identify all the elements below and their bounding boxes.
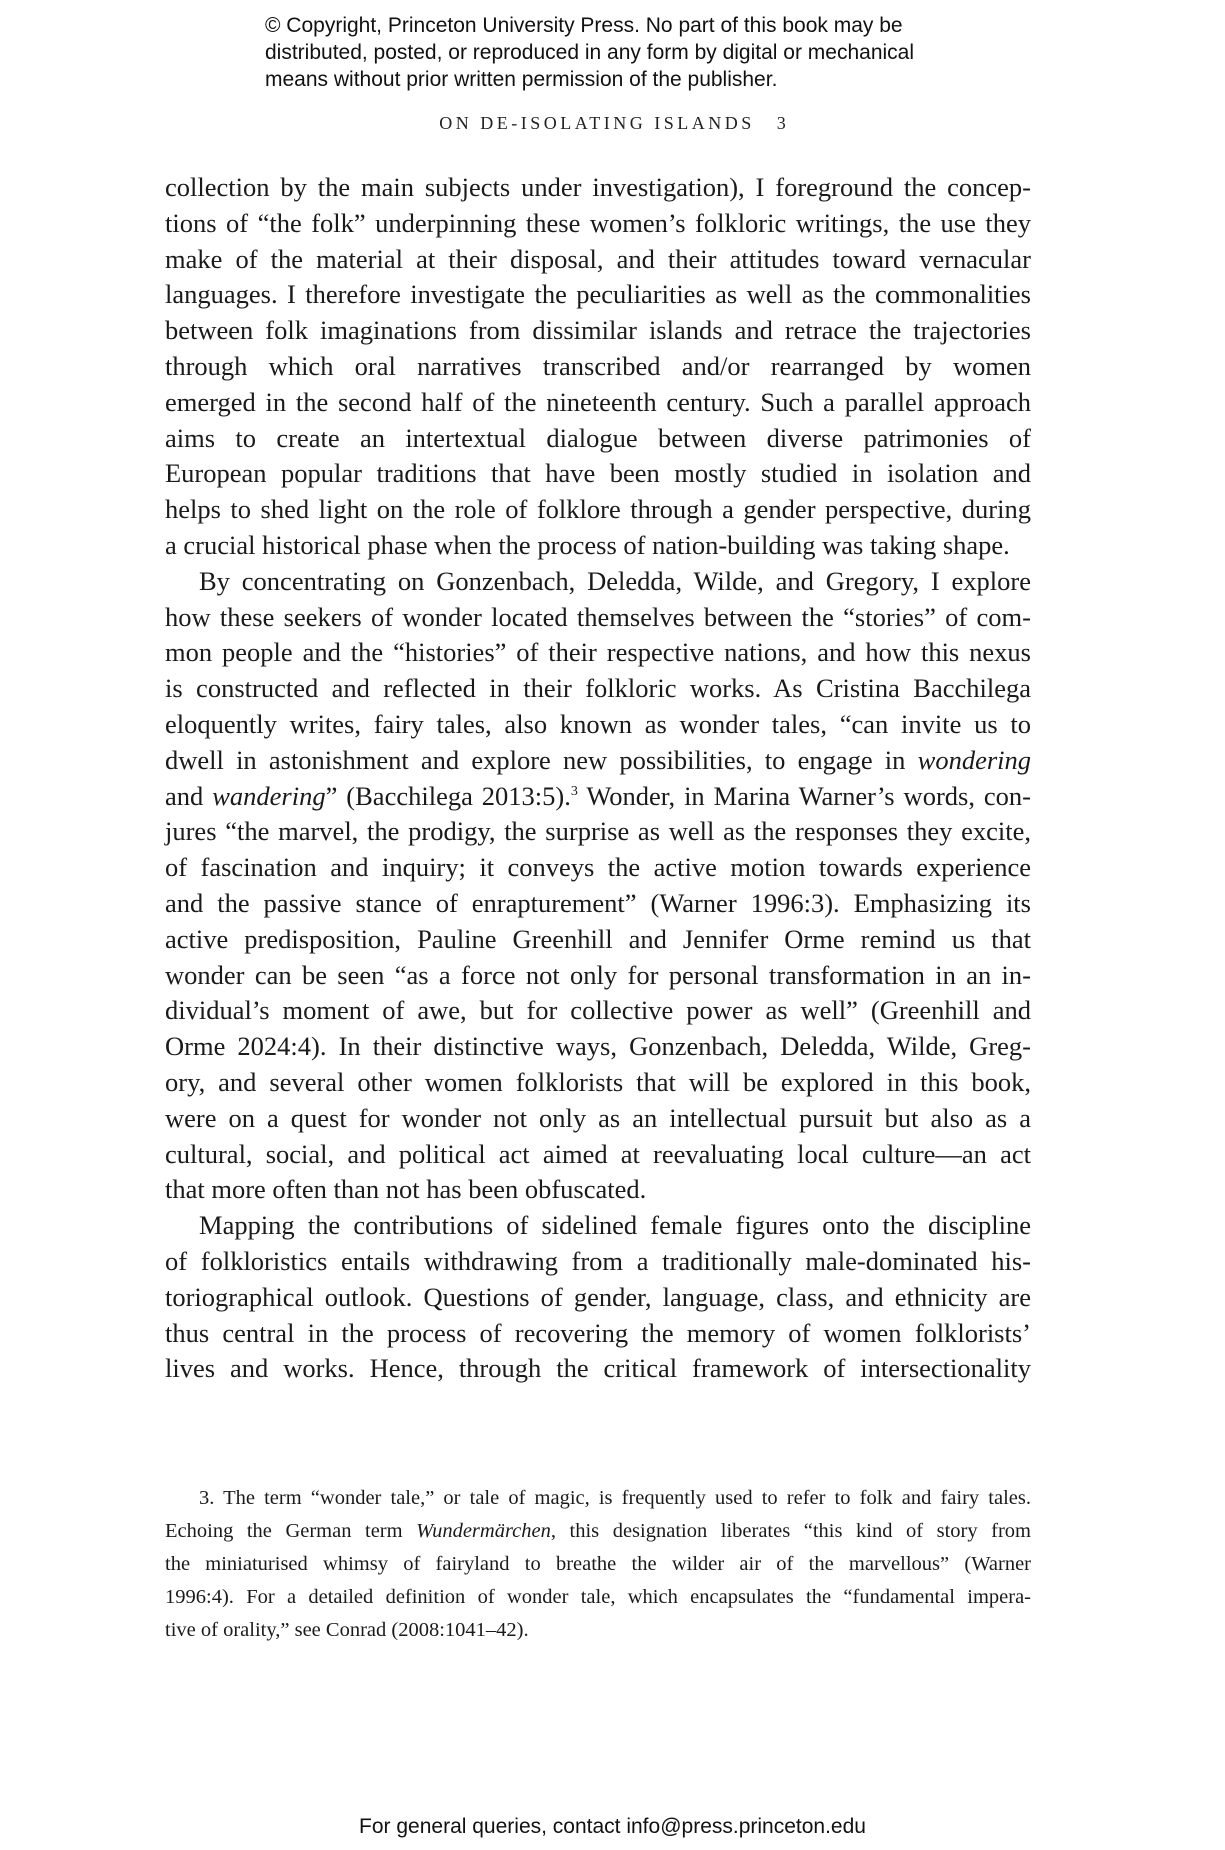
text-line: were on a quest for wonder not only as an intellectual pursuit but also as a	[165, 1102, 1031, 1133]
text-line: Orme 2024:4). In their distinctive ways, Gonzenbach, Deledda, Wilde, Greg-	[165, 1031, 1031, 1062]
paragraph-3	[165, 1208, 1031, 1387]
text-segment: Echoing the German term	[165, 1520, 417, 1542]
text-line: dividual’s moment of awe, but for collective power as well” (Greenhill and	[165, 995, 1031, 1026]
text-line: a crucial historical phase when the process of nation-building was taking shape.	[165, 529, 1010, 560]
text-line: thus central in the process of recovering the memory of women folklorists’	[165, 1317, 1031, 1348]
footnote-line: 3. The term “wonder tale,” or tale of magic, is frequently used to refer to folk and fairy tales.	[199, 1487, 1031, 1509]
text-line: make of the material at their disposal, and their attitudes toward vernacular	[165, 243, 1031, 274]
text-line: ory, and several other women folklorists that will be explored in this book,	[165, 1066, 1031, 1097]
footnote-line: 1996:4). For a detailed definition of wonder tale, which encapsulates the “fundamental impera-	[165, 1586, 1031, 1608]
footnote-line-with-italic	[165, 1515, 1031, 1548]
text-line: languages. I therefore investigate the peculiarities as well as the commonalities	[165, 279, 1031, 310]
text-line: toriographical outlook. Questions of gender, language, class, and ethnicity are	[165, 1281, 1031, 1312]
text-line: mon people and the “histories” of their respective nations, and how this nexus	[165, 637, 1031, 668]
text-line: collection by the main subjects under investigation), I foreground the concep-	[165, 172, 1031, 202]
text-line: tions of “the folk” underpinning these women’s folkloric writings, the use they	[165, 207, 1031, 238]
footnote-reference: 3	[570, 783, 578, 799]
text-line: Mapping the contributions of sidelined female figures onto the discipline	[199, 1210, 1031, 1241]
text-line-with-note	[165, 779, 1031, 815]
copyright-line-3: means without prior written permission of the publisher.	[265, 68, 778, 91]
text-line: of fascination and inquiry; it conveys the active motion towards experience	[165, 852, 1031, 883]
text-line: helps to shed light on the role of folklore through a gender perspective, during	[165, 494, 1031, 525]
text-line: eloquently writes, fairy tales, also known as wonder tales, “can invite us to	[165, 708, 1031, 739]
text-line: and the passive stance of enrapturement” (Warner 1996:3). Emphasizing its	[165, 887, 1031, 918]
text-line: through which oral narratives transcribed and/or rearranged by women	[165, 350, 1031, 381]
text-segment: , this designation liberates “this kind of story from	[550, 1520, 1031, 1542]
copyright-notice	[265, 12, 1025, 93]
text-line: cultural, social, and political act aimed at reevaluating local culture—an act	[165, 1138, 1031, 1169]
footnote-line: the miniaturised whimsy of fairyland to breathe the wilder air of the marvellous” (Warner	[165, 1553, 1031, 1575]
text-line: of folkloristics entails withdrawing from a traditionally male-dominated his-	[165, 1245, 1031, 1276]
running-head	[0, 113, 1225, 134]
copyright-line-1: © Copyright, Princeton University Press. No part of this book may be	[265, 14, 903, 37]
text-line: between folk imaginations from dissimilar islands and retrace the trajectories	[165, 315, 1031, 346]
italic-term: wandering	[212, 780, 326, 811]
text-line-with-italic	[165, 743, 1031, 779]
running-head-title: ON DE-ISOLATING ISLANDS	[439, 113, 755, 133]
text-line: that more often than not has been obfuscated.	[165, 1174, 647, 1205]
text-segment: and	[165, 780, 213, 811]
paragraph-1	[165, 170, 1031, 564]
copyright-line-2: distributed, posted, or reproduced in any form by digital or mechanical	[265, 41, 915, 64]
text-line: jures “the marvel, the prodigy, the surprise as well as the responses they excite,	[165, 816, 1031, 847]
footer-contact: For general queries, contact info@press.princeton.edu	[359, 1815, 866, 1838]
body-text	[165, 170, 1031, 1387]
paragraph-2	[165, 564, 1031, 1208]
footnote-3	[165, 1482, 1031, 1647]
text-line: European popular traditions that have been mostly studied in isolation and	[165, 458, 1031, 489]
footnote-line: tive of orality,” see Conrad (2008:1041–42).	[165, 1619, 529, 1641]
text-line: aims to create an intertextual dialogue between diverse patrimonies of	[165, 422, 1031, 453]
text-line: how these seekers of wonder located themselves between the “stories” of com-	[165, 601, 1031, 632]
text-segment: ” (Bacchilega 2013:5).	[325, 780, 571, 811]
text-line: wonder can be seen “as a force not only for personal transformation in an in-	[165, 959, 1031, 990]
text-segment: dwell in astonishment and explore new possibilities, to engage in	[165, 744, 906, 775]
italic-term: wondering	[917, 744, 1032, 775]
text-line: lives and works. Hence, through the critical framework of intersectionality	[165, 1353, 1031, 1384]
text-line: By concentrating on Gonzenbach, Deledda, Wilde, and Gregory, I explore	[199, 565, 1031, 596]
page-number: 3	[776, 113, 786, 133]
italic-term: Wundermärchen	[416, 1520, 551, 1542]
text-line: is constructed and reflected in their folkloric works. As Cristina Bacchilega	[165, 673, 1031, 704]
text-segment: Wonder, in Marina Warner’s words, con-	[577, 780, 1031, 811]
text-line: emerged in the second half of the nineteenth century. Such a parallel approach	[165, 386, 1031, 417]
text-line: active predisposition, Pauline Greenhill and Jennifer Orme remind us that	[165, 923, 1031, 954]
